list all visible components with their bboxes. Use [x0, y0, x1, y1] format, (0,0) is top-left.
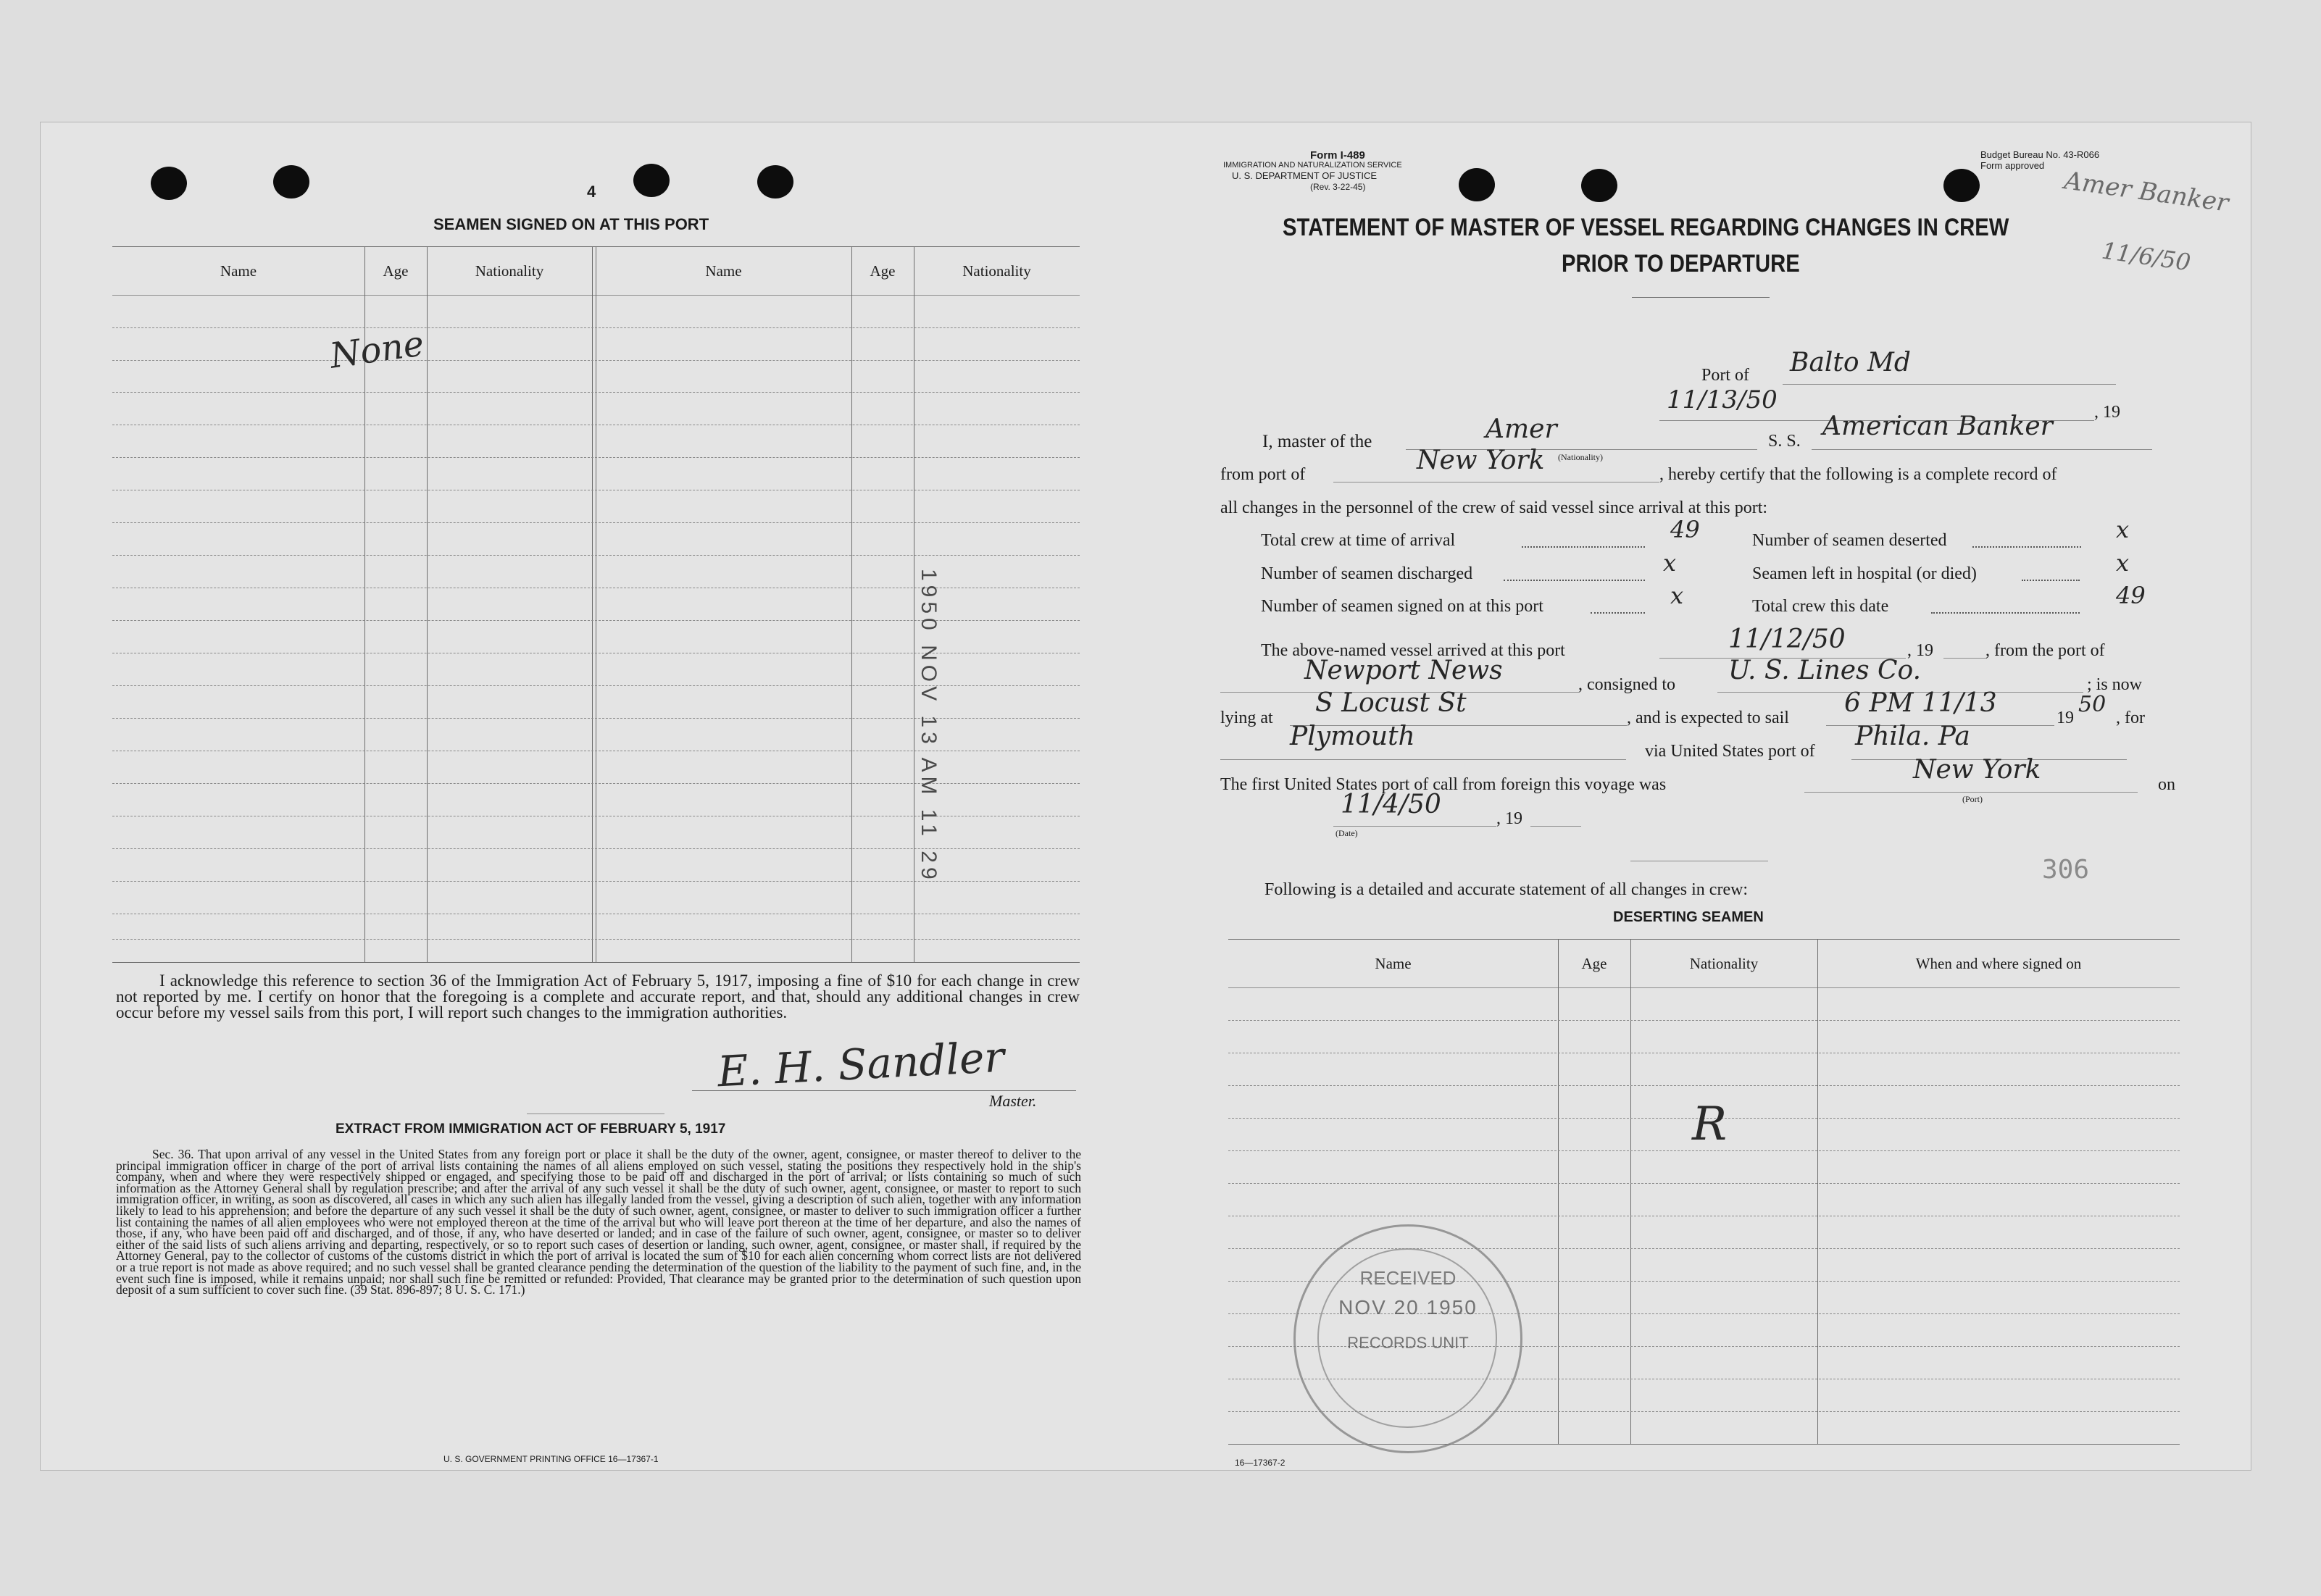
printer-note: 16—17367-2: [1235, 1458, 1285, 1468]
table-row-line: [112, 327, 1080, 328]
following-text: Following is a detailed and accurate statement of all changes in crew:: [1264, 880, 1749, 899]
page-stamp-number: 306: [2042, 855, 2090, 885]
lying-label: lying at: [1220, 709, 1273, 727]
origin-value: Newport News: [1304, 656, 1503, 685]
column-header: Age: [383, 262, 409, 280]
column-header: Name: [220, 262, 257, 280]
column-divider: [1630, 939, 1631, 1444]
printer-note: U. S. GOVERNMENT PRINTING OFFICE 16—17367-1: [443, 1454, 659, 1464]
nationality-value: Amer: [1485, 414, 1557, 444]
on-label: on: [2158, 775, 2175, 794]
table-row-line: [112, 392, 1080, 393]
table-row-line: [112, 555, 1080, 556]
column-header: When and where signed on: [1915, 955, 2082, 972]
via-value: Phila. Pa: [1855, 722, 1970, 751]
department-name: U. S. DEPARTMENT OF JUSTICE: [1232, 170, 1378, 181]
first-year-rule: [1530, 826, 1581, 827]
first-port-label: The first United States port of call from foreign this voyage was: [1220, 775, 1667, 794]
certify-text: , hereby certify that the following is a complete record of: [1659, 465, 2057, 484]
column-header: Nationality: [962, 262, 1031, 280]
stamp-received: RECEIVED: [1359, 1267, 1457, 1289]
form-subtitle: PRIOR TO DEPARTURE: [1562, 250, 1800, 277]
statement-date: 11/13/50: [1667, 385, 1778, 414]
received-stamp: [1293, 1224, 1522, 1453]
year-suffix: , 19: [2094, 403, 2120, 422]
ss-label: S. S.: [1768, 432, 1801, 451]
column-header: Nationality: [475, 262, 544, 280]
stat-label: Number of seamen discharged: [1261, 564, 1473, 583]
for-label: , for: [2116, 709, 2145, 727]
master-signature: E. H. Sandler: [716, 1032, 1006, 1097]
stat-value: 49: [2116, 582, 2146, 609]
column-divider: [592, 246, 593, 962]
left-heading: SEAMEN SIGNED ON AT THIS PORT: [433, 215, 709, 233]
stat-value: x: [2116, 549, 2130, 577]
stat-leader: [1504, 580, 1645, 581]
arrived-value: 11/12/50: [1728, 624, 1846, 654]
ship-name: American Banker: [1822, 411, 2053, 441]
stat-leader: [1591, 612, 1645, 614]
table-row-line: [112, 939, 1080, 940]
stat-label: Total crew this date: [1752, 597, 1889, 616]
year-nineteen: 19: [2057, 709, 2074, 727]
year-rule: [1943, 658, 1987, 659]
column-divider: [1817, 939, 1818, 1444]
desert-table-header-rule: [1228, 987, 2180, 988]
nationality-caption: (Nationality): [1558, 452, 1603, 462]
sail-value: 6 PM 11/13: [1844, 688, 1997, 718]
from-port-of-label: , from the port of: [1985, 641, 2105, 660]
corner-note-ship: Amer Banker: [2062, 166, 2230, 218]
column-divider: [1558, 939, 1559, 1444]
ship-rule: [1812, 449, 2152, 450]
year-suffix: , 19: [1907, 641, 1933, 660]
date-caption: (Date): [1335, 828, 1358, 838]
table-row-line: [1228, 1183, 2180, 1184]
stat-label: Seamen left in hospital (or died): [1752, 564, 1977, 583]
consigned-label: , consigned to: [1578, 675, 1675, 694]
first-port-value: New York: [1913, 755, 2041, 785]
changes-text: all changes in the personnel of the crew of said vessel since arrival at this port:: [1220, 498, 1768, 517]
from-port-value: New York: [1417, 446, 1545, 475]
stat-value: x: [2116, 516, 2130, 543]
budget-bureau-number: Budget Bureau No. 43-R066: [1980, 149, 2100, 160]
punch-hole: [757, 165, 793, 199]
title-rule: [1632, 297, 1770, 298]
stamp-date: NOV 20 1950: [1338, 1296, 1478, 1319]
lying-value: S Locust St: [1315, 688, 1467, 718]
stat-label: Total crew at time of arrival: [1261, 531, 1456, 550]
column-divider: [851, 246, 852, 962]
port-label: Port of: [1701, 366, 1749, 385]
table-row-line: [1228, 1020, 2180, 1021]
form-number: Form I-489: [1310, 149, 1365, 162]
stat-leader: [2022, 580, 2080, 581]
master-label: I, master of the: [1262, 432, 1372, 451]
table-row-line: [112, 522, 1080, 523]
stat-value: x: [1670, 582, 1684, 609]
punch-hole: [1581, 169, 1617, 202]
is-now-label: ; is now: [2087, 675, 2143, 694]
stat-label: Number of seamen signed on at this port: [1261, 597, 1543, 616]
arrived-label: The above-named vessel arrived at this port: [1261, 641, 1565, 660]
stamp-records-unit: RECORDS UNIT: [1347, 1334, 1469, 1352]
year-suffix: , 19: [1496, 809, 1522, 828]
extract-heading: EXTRACT FROM IMMIGRATION ACT OF FEBRUARY 5, 1917: [336, 1121, 726, 1137]
column-header: Nationality: [1689, 955, 1759, 972]
stat-leader: [1522, 546, 1645, 548]
signature-title: Master.: [989, 1092, 1037, 1110]
port-rule: [1783, 384, 2116, 385]
column-header: Name: [1375, 955, 1412, 972]
stat-label: Number of seamen deserted: [1752, 531, 1947, 550]
port-value: Balto Md: [1790, 348, 1911, 377]
stat-value: 49: [1670, 516, 1700, 543]
punch-hole: [273, 165, 309, 199]
punch-hole: [633, 164, 670, 197]
deserting-heading: DESERTING SEAMEN: [1613, 909, 1764, 925]
signature-rule: [692, 1090, 1076, 1091]
agency-name: IMMIGRATION AND NATURALIZATION SERVICE: [1223, 161, 1402, 170]
acknowledgement-text: I acknowledge this reference to section 36 of the Immigration Act of February 5, 1917, imposing a fine of $10 for each change in crew not reported by me. I certify on honor that the foregoing is a complete and accurate report, and that, should any additional changes in crew occur before my vessel sails from this port, I will report such changes to the immigration authorities.: [116, 972, 1080, 1021]
destination-rule: [1220, 759, 1626, 760]
punch-hole: [1459, 168, 1495, 201]
punch-hole: [1943, 169, 1980, 202]
corner-note-date: 11/6/50: [2099, 236, 2193, 277]
form-revision: (Rev. 3-22-45): [1310, 182, 1366, 192]
from-port-label: from port of: [1220, 465, 1306, 484]
form-title: STATEMENT OF MASTER OF VESSEL REGARDING CHANGES IN CREW: [1283, 214, 2009, 241]
stat-leader: [1972, 546, 2081, 548]
first-port-rule: [1804, 792, 2138, 793]
column-header: Age: [1581, 955, 1607, 972]
page-number: 4: [587, 183, 596, 201]
port-caption: (Port): [1962, 794, 1983, 804]
extract-text: Sec. 36. That upon arrival of any vessel in the United States from any foreign port or place it shall be the duty of the owner, agent, consignee, or master thereof to deliver to the principal immigration officer in charge of the port of arrival lists containing the names of all aliens employed on such vessel, stating the positions they respectively hold in the ship's company, when and where they were respectively shipped or engaged, and specifying those to be paid off and discharged in the port of arrival; or lists containing so much of such information as the Attorney General shall by regulation prescribe; and after the arrival of any such vessel it shall be the duty of such owner, agent, consignee, or master to report to such immigration officer, in writing, as soon as discovered, all cases in which any such alien has illegally landed from the vessel, giving a description of such alien, together with any information likely to lead to his apprehension; and before the departure of any such vessel it shall be the duty of such owner, agent, consignee, or master to deliver to such immigration officer a further list containing the names of all alien employees who were not employed thereon at the time of the arrival but who will leave port thereon at the time of her departure, and also the names of those, if any, who have been paid off and discharged, and of those, if any, who have deserted or landed; and in case of the failure of such owner, agent, consignee, or master so to deliver either of the said lists of such aliens arriving and departing, respectively, or so to report such cases of desertion or landing, such owner, agent, consignee, or master shall, if required by the Attorney General, pay to the collector of customs of the customs district in which the port of arrival is located the sum of $10 for each alien concerning whom correct lists are not delivered or a true report is not made as above required; and no such vessel shall be granted clearance pending the determination of the question of the liability to the payment of such fine, and, in the event such fine is imposed, while it remains unpaid; nor shall such fine be remitted or refunded: Provided, That clearance may be granted prior to the determination of such question upon deposit of a sum sufficient to cover such fine. (39 Stat. 896-897; 8 U. S. C. 171.): [116, 1147, 1081, 1298]
column-divider: [427, 246, 428, 962]
punch-hole: [151, 167, 187, 200]
stat-value: x: [1663, 549, 1677, 577]
table-bottom-rule: [112, 962, 1080, 963]
destination-value: Plymouth: [1290, 722, 1415, 751]
handwritten-none: None: [327, 323, 427, 377]
consigned-value: U. S. Lines Co.: [1728, 656, 1922, 685]
handwritten-mark: R: [1692, 1098, 1728, 1151]
column-header: Name: [705, 262, 742, 280]
table-row-line: [112, 360, 1080, 361]
first-date-rule: [1333, 826, 1496, 827]
sail-year: 50: [2078, 692, 2107, 717]
via-label: via United States port of: [1645, 742, 1815, 761]
table-row-line: [112, 457, 1080, 458]
received-date-stamp: 1950 NOV 13 AM 11 29: [917, 569, 941, 884]
column-header: Age: [870, 262, 896, 280]
stat-leader: [1931, 612, 2080, 614]
expected-label: , and is expected to sail: [1627, 709, 1789, 727]
form-approved: Form approved: [1980, 160, 2045, 171]
desert-table-top-rule: [1228, 939, 2180, 940]
table-row-line: [1228, 1085, 2180, 1086]
first-date-value: 11/4/50: [1341, 790, 1441, 819]
